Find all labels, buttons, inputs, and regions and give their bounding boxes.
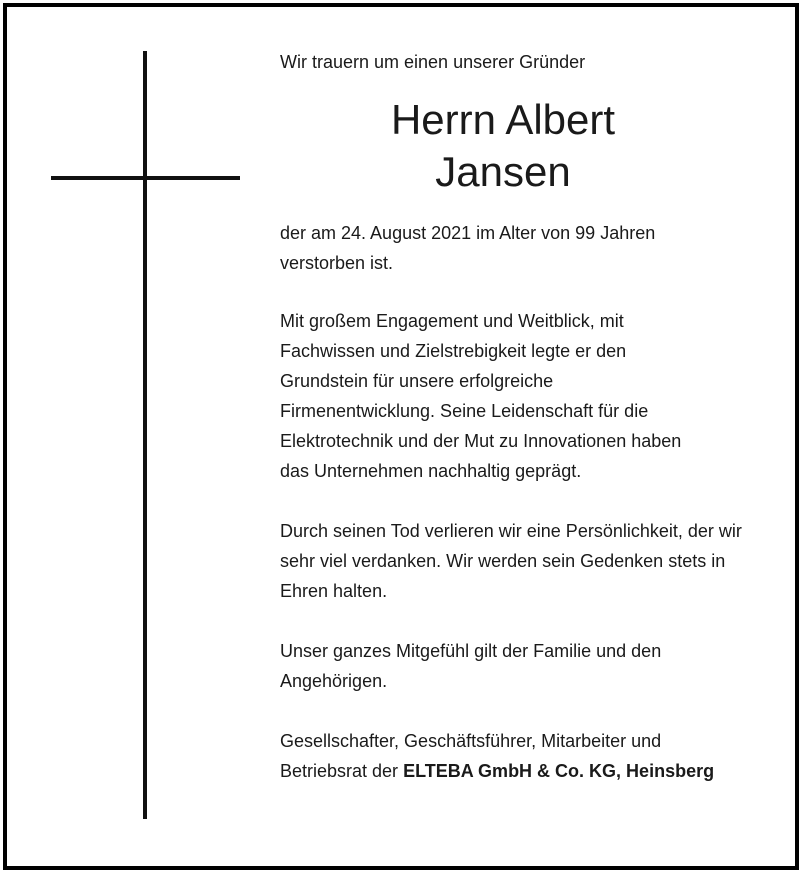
cross-vertical-bar [143, 51, 147, 819]
deceased-name [280, 94, 726, 198]
tribute-paragraph: Mit großem Engagement und Weitblick, mit Fachwissen und Zielstrebigkeit legte er den Grundstein für unsere erfolgreiche Firmenentwicklung. Seine Leidenschaft für die Elektrotechnik und der Mut zu Innovationen haben das Unternehmen nachhaltig geprägt. [280, 311, 682, 481]
deceased-name-line1: Herrn Albert [390, 96, 616, 143]
remembrance-paragraph: Durch seinen Tod verlieren wir eine Persönlichkeit, der wir sehr viel verdanken. Wir werden sein Gedenken stets in Ehren halten. [280, 521, 742, 601]
signature-line1: Gesellschafter, Geschäftsführer, Mitarbeiter und [280, 731, 662, 751]
deceased-name-line2: Jansen [435, 148, 571, 195]
signature [280, 726, 760, 786]
signature-prefix: Betriebsrat der [280, 761, 404, 781]
intro-text: Wir trauern um einen unserer Gründer [280, 52, 586, 72]
death-date-paragraph: der am 24. August 2021 im Alter von 99 Jahren verstorben ist. [280, 223, 656, 273]
notice-content [280, 48, 760, 786]
condolence-paragraph: Unser ganzes Mitgefühl gilt der Familie und den Angehörigen. [280, 641, 662, 691]
company-name: ELTEBA GmbH & Co. KG, Heinsberg [403, 761, 715, 781]
cross-horizontal-bar [51, 176, 240, 180]
